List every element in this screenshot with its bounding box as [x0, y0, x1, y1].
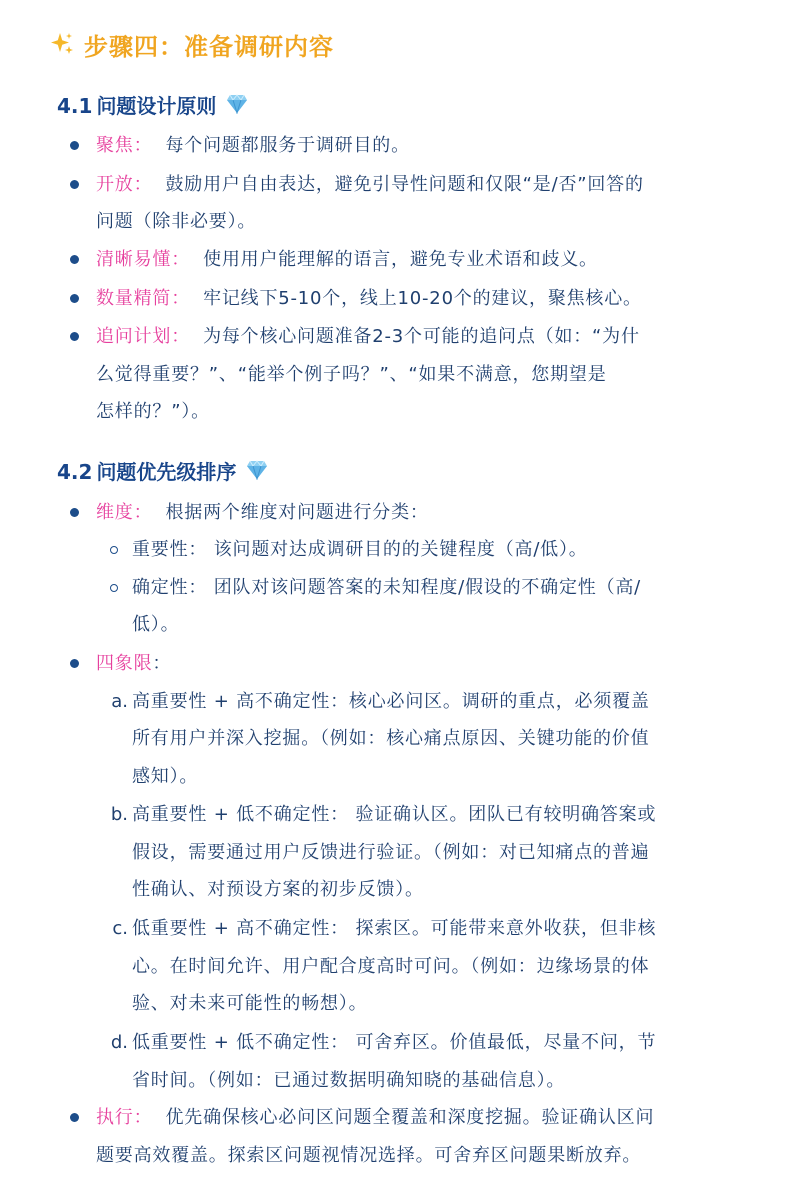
- item-text: 根据两个维度对问题进行分类：: [165, 502, 429, 523]
- bullet-icon: [70, 180, 79, 189]
- sub-bullet-icon: [110, 546, 118, 554]
- section-title: 问题优先级排序: [96, 459, 237, 484]
- bullet-icon: [70, 141, 79, 150]
- item-text: 么觉得重要？”、“能举个例子吗？”、“如果不满意，您期望是: [96, 364, 607, 385]
- list-item: 数量精简： 牢记线下5-10个，线上10-20个的建议，聚焦核心。: [96, 288, 642, 309]
- quadrant-item-text: 所有用户并深入挖掘。（例如：核心痛点原因、关键功能的价值: [132, 728, 650, 749]
- list-item: 执行： 优先确保核心必问区问题全覆盖和深度挖掘。验证确认区问: [96, 1107, 655, 1128]
- item-text: 优先确保核心必问区问题全覆盖和深度挖掘。验证确认区问: [165, 1107, 655, 1128]
- quadrant-item-text: 感知）。: [132, 766, 199, 787]
- item-term: 维度: [96, 502, 134, 523]
- list-item: 聚焦： 每个问题都服务于调研目的。: [96, 135, 410, 156]
- ordered-marker: b.: [110, 804, 128, 825]
- gem-icon: [226, 94, 248, 114]
- step-title: [50, 22, 334, 66]
- quadrant-item-text: 心。在时间允许、用户配合度高时可问。（例如：边缘场景的体: [132, 956, 650, 977]
- section-heading-4-1: [57, 90, 248, 118]
- ordered-marker: d.: [110, 1032, 128, 1053]
- quadrant-item-text: 省时间。（例如：已通过数据明确知晓的基础信息）。: [132, 1070, 566, 1091]
- bullet-icon: [70, 255, 79, 264]
- list-item: 清晰易懂： 使用用户能理解的语言，避免专业术语和歧义。: [96, 249, 598, 270]
- section-title: 问题设计原则: [96, 93, 217, 118]
- sub-bullet-icon: [110, 584, 118, 592]
- list-item: 四象限：: [96, 653, 172, 674]
- item-text: 鼓励用户自由表达，避免引导性问题和仅限“是/否”回答的: [165, 174, 644, 195]
- quadrant-item-text: 高重要性 + 低不确定性： 验证确认区。团队已有较明确答案或: [132, 804, 657, 825]
- item-term: 数量精简: [96, 288, 172, 309]
- bullet-icon: [70, 294, 79, 303]
- list-item: 维度： 根据两个维度对问题进行分类：: [96, 502, 429, 523]
- item-term: 聚焦: [96, 135, 134, 156]
- item-term: 清晰易懂: [96, 249, 172, 270]
- sub-item-text: 低）。: [132, 614, 180, 635]
- list-item: 追问计划： 为每个核心问题准备2-3个可能的追问点（如：“为什: [96, 326, 640, 347]
- sparkle-icon: [50, 32, 74, 56]
- list-item: 开放： 鼓励用户自由表达，避免引导性问题和仅限“是/否”回答的: [96, 174, 644, 195]
- item-text: 怎样的？”）。: [96, 401, 210, 422]
- item-text: 为每个核心问题准备2-3个可能的追问点（如：“为什: [203, 326, 640, 347]
- item-text: 使用用户能理解的语言，避免专业术语和歧义。: [203, 249, 598, 270]
- quadrant-item-text: 性确认、对预设方案的初步反馈）。: [132, 879, 424, 900]
- quadrant-item-text: 假设，需要通过用户反馈进行验证。（例如：对已知痛点的普遍: [132, 842, 650, 863]
- item-text: 每个问题都服务于调研目的。: [165, 135, 410, 156]
- item-term: 开放: [96, 174, 134, 195]
- gem-icon: [246, 460, 268, 480]
- item-text: 问题（除非必要）。: [96, 211, 257, 232]
- item-term: 追问计划: [96, 326, 172, 347]
- quadrant-item-text: 高重要性 + 高不确定性：核心必问区。调研的重点，必须覆盖: [132, 691, 650, 712]
- bullet-icon: [70, 1113, 79, 1122]
- quadrant-item-text: 验、对未来可能性的畅想）。: [132, 993, 368, 1014]
- bullet-icon: [70, 332, 79, 341]
- item-text: 题要高效覆盖。探索区问题视情况选择。可舍弃区问题果断放弃。: [96, 1145, 642, 1166]
- step-title-text: 步骤四：准备调研内容: [84, 32, 334, 61]
- quadrant-item-text: 低重要性 + 低不确定性： 可舍弃区。价值最低，尽量不问，节: [132, 1032, 657, 1053]
- bullet-icon: [70, 659, 79, 668]
- ordered-marker: a.: [111, 691, 128, 712]
- bullet-icon: [70, 508, 79, 517]
- ordered-marker: c.: [112, 918, 128, 939]
- section-heading-4-2: [57, 456, 268, 484]
- sub-item-text: 确定性： 团队对该问题答案的未知程度/假设的不确定性（高/: [132, 577, 642, 598]
- item-term: 四象限: [96, 653, 153, 674]
- item-text: 牢记线下5-10个，线上10-20个的建议，聚焦核心。: [203, 288, 642, 309]
- section-number: 4.1: [57, 93, 93, 118]
- sub-item-text: 重要性： 该问题对达成调研目的的关键程度（高/低）。: [132, 539, 588, 560]
- section-number: 4.2: [57, 459, 93, 484]
- item-term: 执行: [96, 1107, 134, 1128]
- quadrant-item-text: 低重要性 + 高不确定性： 探索区。可能带来意外收获，但非核: [132, 918, 657, 939]
